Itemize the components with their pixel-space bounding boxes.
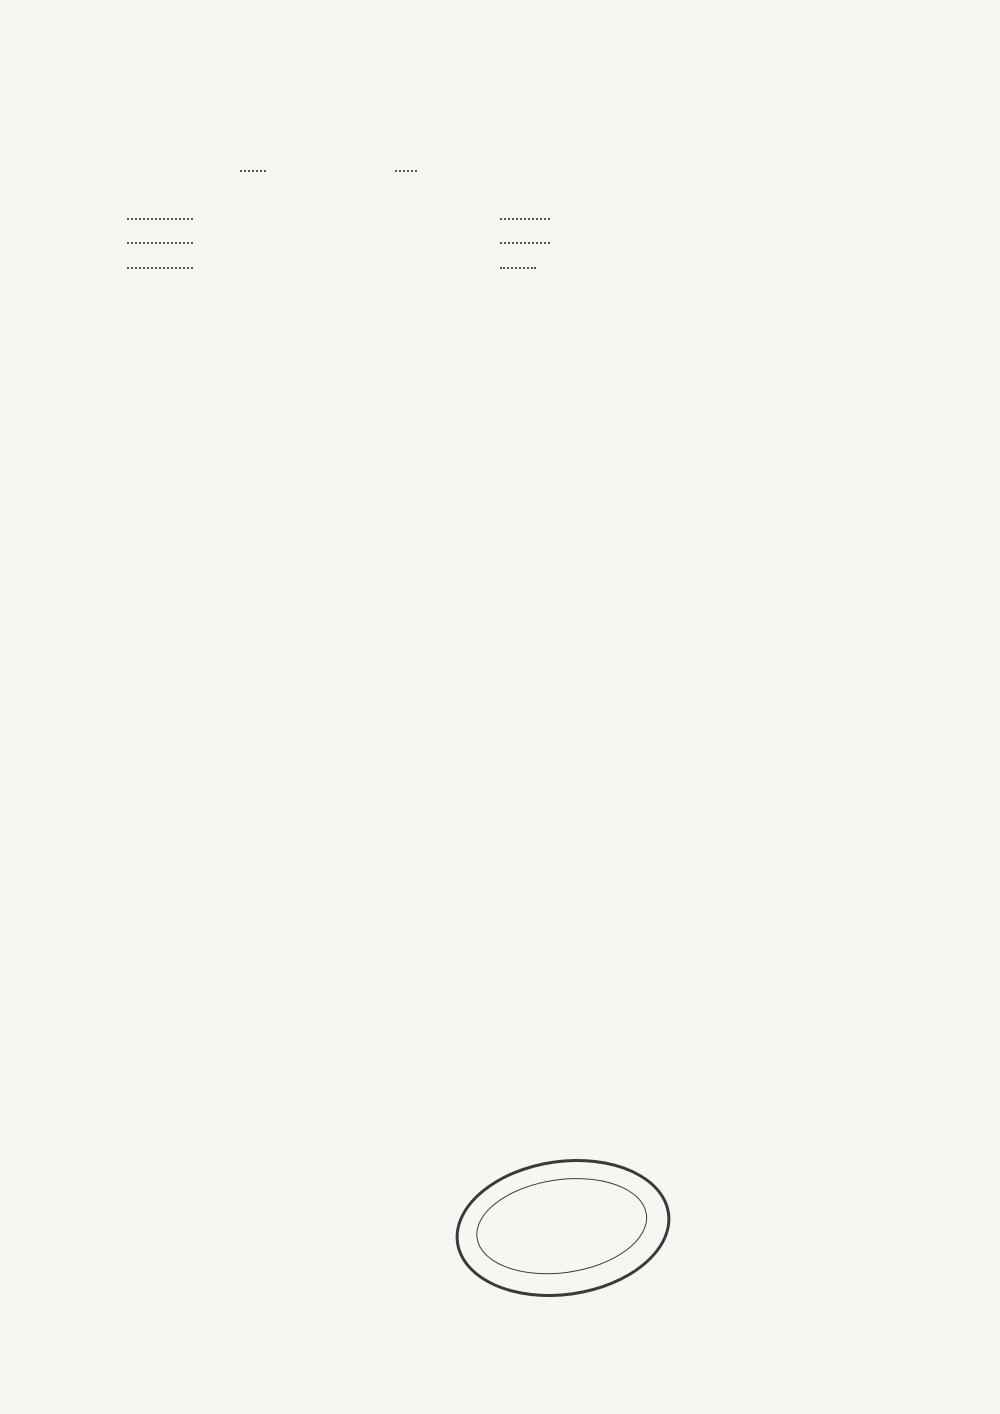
estimation-error-value: [500, 267, 536, 269]
fire-ready-value: [500, 242, 550, 244]
speed-value: [127, 242, 193, 244]
calc-start-value: [500, 218, 550, 220]
passe-value: [240, 170, 266, 172]
pointeur-value: [127, 218, 193, 220]
jour-value: [395, 170, 417, 172]
dn-value: [127, 267, 193, 269]
